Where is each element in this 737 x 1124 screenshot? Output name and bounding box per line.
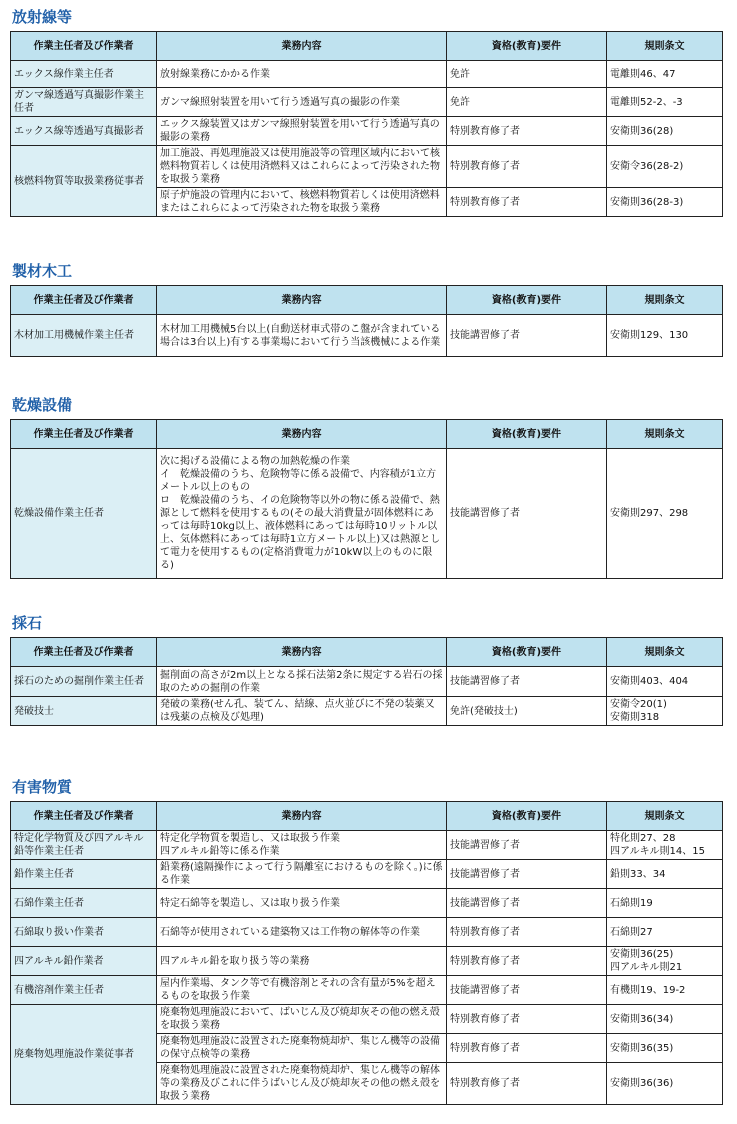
role-cell: 特定化学物質及び四アルキル鉛等作業主任者	[11, 831, 157, 860]
header-rule: 規則条文	[607, 420, 723, 449]
qual-cell: 技能講習修了者	[447, 831, 607, 860]
work-cell: 廃棄物処理施設において、ばいじん及び焼却灰その他の燃え殻を取扱う業務	[157, 1005, 447, 1034]
header-qual: 資格(教育)要件	[447, 802, 607, 831]
work-cell: 加工施設、再処理施設又は使用施設等の管理区域内において核燃料物質若しくは使用済燃料又はこれらによって汚染された物を取扱う業務	[157, 146, 447, 188]
qual-cell: 技能講習修了者	[447, 889, 607, 918]
section-title: 採石	[12, 614, 43, 632]
table-row	[11, 860, 723, 889]
work-cell: 屋内作業場、タンク等で有機溶剤とそれの含有量が5%を超えるものを取扱う作業	[157, 976, 447, 1005]
qual-cell: 免許	[447, 61, 607, 88]
section-radiation	[10, 8, 722, 217]
table-row	[11, 117, 723, 146]
rule-cell: 安衛則36(28)	[607, 117, 723, 146]
table-quarry	[10, 637, 723, 726]
header-rule: 規則条文	[607, 638, 723, 667]
rule-cell: 安衛令20(1) 安衛則318	[607, 697, 723, 726]
rule-cell: 電離則52-2、-3	[607, 88, 723, 117]
role-cell: エックス線等透過写真撮影者	[11, 117, 157, 146]
work-cell: 特定石綿等を製造し、又は取り扱う作業	[157, 889, 447, 918]
role-cell: 核燃料物質等取扱業務従事者	[11, 146, 157, 217]
rule-cell: 安衛則297、298	[607, 449, 723, 579]
qual-cell: 技能講習修了者	[447, 667, 607, 697]
header-work: 業務内容	[157, 638, 447, 667]
rule-cell: 鉛則33、34	[607, 860, 723, 889]
qual-cell: 特別教育修了者	[447, 947, 607, 976]
qual-cell: 特別教育修了者	[447, 117, 607, 146]
section-drying	[10, 396, 722, 579]
rule-cell: 安衛令36(28-2)	[607, 146, 723, 188]
table-row	[11, 1005, 723, 1034]
section-title: 有害物質	[12, 778, 73, 796]
header-role: 作業主任者及び作業者	[11, 638, 157, 667]
section-woodwork	[10, 262, 722, 357]
header-work: 業務内容	[157, 286, 447, 315]
table-row	[11, 947, 723, 976]
work-cell: 放射線業務にかかる作業	[157, 61, 447, 88]
header-rule: 規則条文	[607, 802, 723, 831]
work-cell: 発破の業務(せん孔、装てん、結線、点火並びに不発の装薬又は残薬の点検及び処理)	[157, 697, 447, 726]
work-cell: 鉛業務(遠隔操作によって行う隔離室におけるものを除く。)に係る作業	[157, 860, 447, 889]
table-row	[11, 976, 723, 1005]
header-role: 作業主任者及び作業者	[11, 32, 157, 61]
role-cell: エックス線作業主任者	[11, 61, 157, 88]
rule-cell: 電離則46、47	[607, 61, 723, 88]
role-cell: 採石のための掘削作業主任者	[11, 667, 157, 697]
qual-cell: 特別教育修了者	[447, 1005, 607, 1034]
work-cell: 原子炉施設の管理内において、核燃料物質若しくは使用済燃料またはこれらによって汚染された物を取扱う業務	[157, 188, 447, 217]
header-role: 作業主任者及び作業者	[11, 420, 157, 449]
table-row	[11, 449, 723, 579]
rule-cell: 安衛則36(28-3)	[607, 188, 723, 217]
role-cell: 石綿作業主任者	[11, 889, 157, 918]
rule-cell: 安衛則36(35)	[607, 1034, 723, 1063]
qual-cell: 技能講習修了者	[447, 449, 607, 579]
rule-cell: 安衛則403、404	[607, 667, 723, 697]
rule-cell: 石綿則19	[607, 889, 723, 918]
work-cell: 廃棄物処理施設に設置された廃棄物焼却炉、集じん機等の設備の保守点検等の業務	[157, 1034, 447, 1063]
role-cell: 木材加工用機械作業主任者	[11, 315, 157, 357]
role-cell: 石綿取り扱い作業者	[11, 918, 157, 947]
rule-cell: 安衛則36(36)	[607, 1063, 723, 1105]
work-cell: 廃棄物処理施設に設置された廃棄物焼却炉、集じん機等の解体等の業務及びこれに伴うばいじん及び焼却灰その他の燃え殻を取扱う業務	[157, 1063, 447, 1105]
header-qual: 資格(教育)要件	[447, 32, 607, 61]
table-row	[11, 918, 723, 947]
table-woodwork	[10, 285, 723, 357]
qual-cell: 特別教育修了者	[447, 1063, 607, 1105]
work-cell: 木材加工用機械5台以上(自動送材車式帯のこ盤が含まれている場合は3台以上)有する事業場において行う当該機械による作業	[157, 315, 447, 357]
rule-cell: 安衛則36(34)	[607, 1005, 723, 1034]
qual-cell: 特別教育修了者	[447, 918, 607, 947]
qual-cell: 免許	[447, 88, 607, 117]
rule-cell: 安衛則129、130	[607, 315, 723, 357]
qual-cell: 技能講習修了者	[447, 315, 607, 357]
role-cell: ガンマ線透過写真撮影作業主任者	[11, 88, 157, 117]
rule-cell: 有機則19、19-2	[607, 976, 723, 1005]
work-cell: 四アルキル鉛を取り扱う等の業務	[157, 947, 447, 976]
table-row	[11, 146, 723, 188]
work-cell: 次に掲げる設備による物の加熱乾燥の作業 イ 乾燥設備のうち、危険物等に係る設備で、内容積が1立方メートル以上のもの ロ 乾燥設備のうち、イの危険物等以外の物に係る設備で、熱源として燃料を使用するもの(その最大消費量が固体燃料にあっては毎時10kg以上、液体燃料にあっては毎時10リットル以上、気体燃料にあっては毎時1立方メートル以上)又は熱源として電力を使用するもの(定格消費電力が10kW以上のものに限る)	[157, 449, 447, 579]
section-title: 製材木工	[12, 262, 73, 280]
header-qual: 資格(教育)要件	[447, 420, 607, 449]
header-work: 業務内容	[157, 32, 447, 61]
role-cell: 鉛作業主任者	[11, 860, 157, 889]
header-rule: 規則条文	[607, 286, 723, 315]
table-row	[11, 61, 723, 88]
table-row	[11, 889, 723, 918]
rule-cell: 石綿則27	[607, 918, 723, 947]
table-row	[11, 831, 723, 860]
header-work: 業務内容	[157, 420, 447, 449]
role-cell: 乾燥設備作業主任者	[11, 449, 157, 579]
header-role: 作業主任者及び作業者	[11, 286, 157, 315]
header-role: 作業主任者及び作業者	[11, 802, 157, 831]
header-rule: 規則条文	[607, 32, 723, 61]
table-radiation	[10, 31, 723, 217]
table-row	[11, 667, 723, 697]
header-qual: 資格(教育)要件	[447, 286, 607, 315]
qual-cell: 特別教育修了者	[447, 188, 607, 217]
qual-cell: 特別教育修了者	[447, 146, 607, 188]
role-cell: 四アルキル鉛作業者	[11, 947, 157, 976]
section-hazardous	[10, 778, 722, 1105]
role-cell: 有機溶剤作業主任者	[11, 976, 157, 1005]
work-cell: 掘削面の高さが2m以上となる採石法第2条に規定する岩石の採取のための掘削の作業	[157, 667, 447, 697]
table-drying	[10, 419, 723, 579]
table-row	[11, 88, 723, 117]
work-cell: 特定化学物質を製造し、又は取扱う作業 四アルキル鉛等に係る作業	[157, 831, 447, 860]
header-work: 業務内容	[157, 802, 447, 831]
qual-cell: 免許(発破技士)	[447, 697, 607, 726]
qual-cell: 技能講習修了者	[447, 976, 607, 1005]
section-title: 放射線等	[12, 8, 73, 26]
section-quarry	[10, 614, 722, 726]
rule-cell: 安衛則36(25) 四アルキル則21	[607, 947, 723, 976]
work-cell: ガンマ線照射装置を用いて行う透過写真の撮影の作業	[157, 88, 447, 117]
rule-cell: 特化則27、28 四アルキル則14、15	[607, 831, 723, 860]
header-qual: 資格(教育)要件	[447, 638, 607, 667]
role-cell: 発破技士	[11, 697, 157, 726]
table-row	[11, 315, 723, 357]
qual-cell: 特別教育修了者	[447, 1034, 607, 1063]
role-cell: 廃棄物処理施設作業従事者	[11, 1005, 157, 1105]
section-title: 乾燥設備	[12, 396, 73, 414]
work-cell: エックス線装置又はガンマ線照射装置を用いて行う透過写真の撮影の業務	[157, 117, 447, 146]
work-cell: 石綿等が使用されている建築物又は工作物の解体等の作業	[157, 918, 447, 947]
table-hazardous	[10, 801, 723, 1105]
table-row	[11, 697, 723, 726]
qual-cell: 技能講習修了者	[447, 860, 607, 889]
